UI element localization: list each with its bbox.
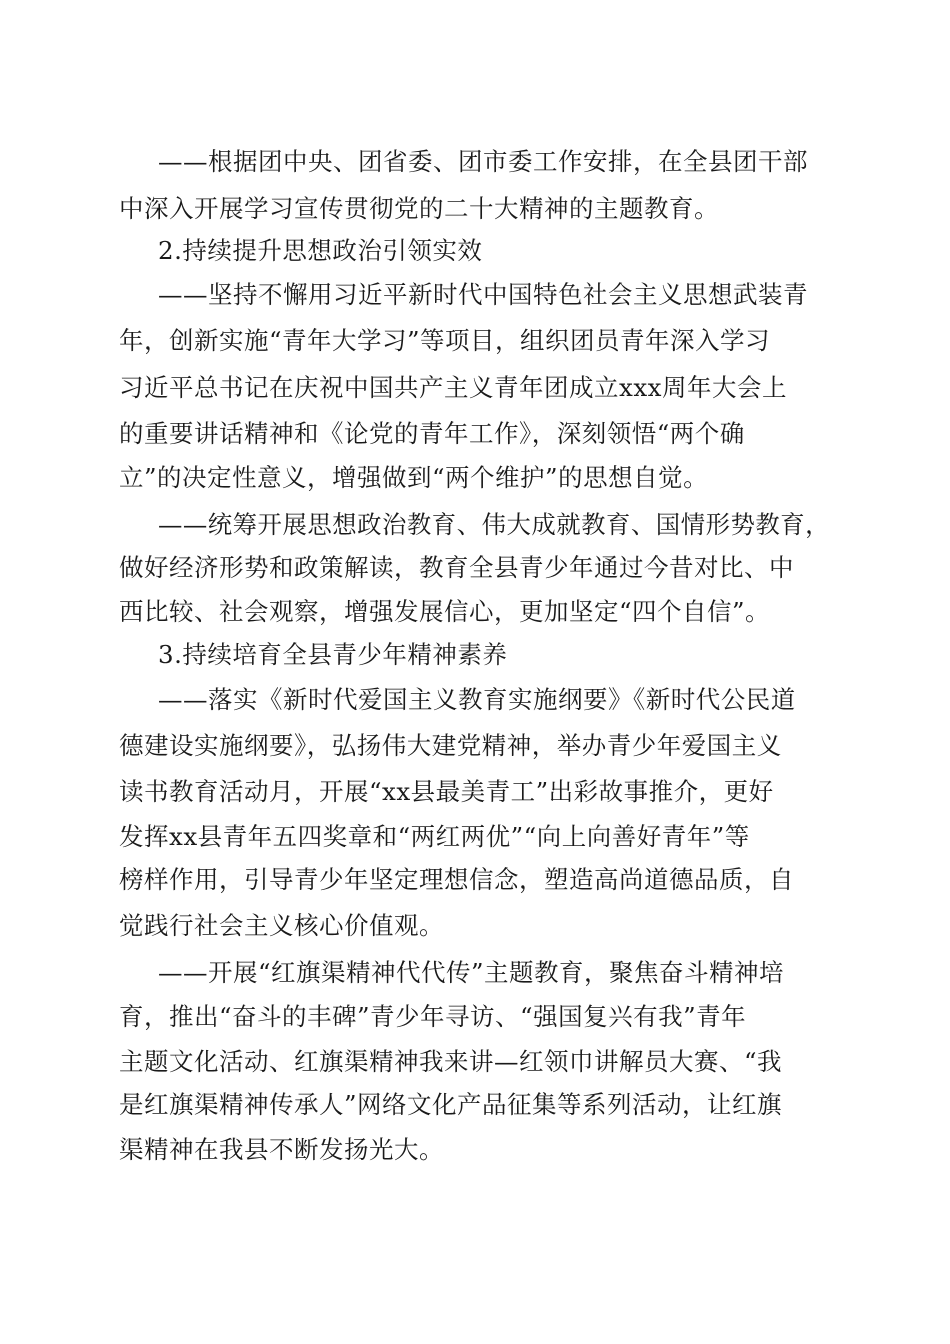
text-line [0, 589, 950, 635]
text-line [0, 1082, 950, 1128]
text-line [0, 318, 950, 364]
text-line [0, 411, 950, 457]
text-line [0, 272, 950, 318]
paragraph-text: ——统筹开展思想政治教育、伟大成就教育、国情形势教育， [158, 510, 831, 539]
paragraph-text: 是红旗渠精神传承人”网络文化产品征集等系列活动，让红旗 [119, 1090, 783, 1119]
text-line [0, 502, 950, 548]
text-line [0, 186, 950, 232]
paragraph-text: 读书教育活动月，开展“xx县最美青工”出彩故事推介，更好 [119, 777, 774, 806]
text-line [0, 455, 950, 501]
paragraph-text: 年，创新实施“青年大学习”等项目，组织团员青年深入学习 [119, 326, 771, 355]
paragraph-text: 西比较、社会观察，增强发展信心，更加坚定“四个自信”。 [119, 597, 771, 626]
paragraph-text: 渠精神在我县不断发扬光大。 [119, 1135, 444, 1164]
text-line [0, 365, 950, 411]
text-line [0, 677, 950, 723]
text-line [0, 903, 950, 949]
text-line [0, 1039, 950, 1085]
paragraph-text: 觉践行社会主义核心价值观。 [119, 911, 444, 940]
paragraph-text: 做好经济形势和政策解读，教育全县青少年通过今昔对比、中 [119, 553, 794, 582]
paragraph-text: 中深入开展学习宣传贯彻党的二十大精神的主题教育。 [119, 194, 719, 223]
paragraph-text: 榜样作用，引导青少年坚定理想信念，塑造高尚道德品质，自 [119, 865, 794, 894]
text-line [0, 994, 950, 1040]
text-line [0, 139, 950, 185]
paragraph-text: 习近平总书记在庆祝中国共产主义青年团成立xxx周年大会上 [119, 373, 787, 402]
text-line [0, 723, 950, 769]
paragraph-text: 发挥xx县青年五四奖章和“两红两优”“向上向善好青年”等 [119, 822, 750, 851]
text-line [0, 814, 950, 860]
paragraph-text: 主题文化活动、红旗渠精神我来讲—红领巾讲解员大赛、“我 [119, 1047, 783, 1076]
section-heading: 2.持续提升思想政治引领实效 [158, 236, 483, 265]
paragraph-text: ——开展“红旗渠精神代代传”主题教育，聚焦奋斗精神培 [158, 958, 785, 987]
section-heading: 3.持续培育全县青少年精神素养 [158, 640, 508, 669]
text-line [0, 1127, 950, 1173]
text-line [0, 769, 950, 815]
paragraph-text: 德建设实施纲要》，弘扬伟大建党精神，举办青少年爱国主义 [119, 731, 782, 760]
text-line [0, 857, 950, 903]
paragraph-text: 立”的决定性意义，增强做到“两个维护”的思想自觉。 [119, 463, 709, 492]
paragraph-text: 育，推出“奋斗的丰碑”青少年寻访、“强国复兴有我”青年 [119, 1002, 747, 1031]
text-line [0, 632, 950, 678]
text-line [0, 228, 950, 274]
text-line [0, 950, 950, 996]
paragraph-text: ——坚持不懈用习近平新时代中国特色社会主义思想武装青 [158, 280, 808, 309]
paragraph-text: 的重要讲话精神和《论党的青年工作》，深刻领悟“两个确 [119, 419, 745, 448]
paragraph-text: ——根据团中央、团省委、团市委工作安排，在全县团干部 [158, 147, 808, 176]
text-line [0, 545, 950, 591]
paragraph-text: ——落实《新时代爱国主义教育实施纲要》《新时代公民道 [158, 685, 796, 714]
